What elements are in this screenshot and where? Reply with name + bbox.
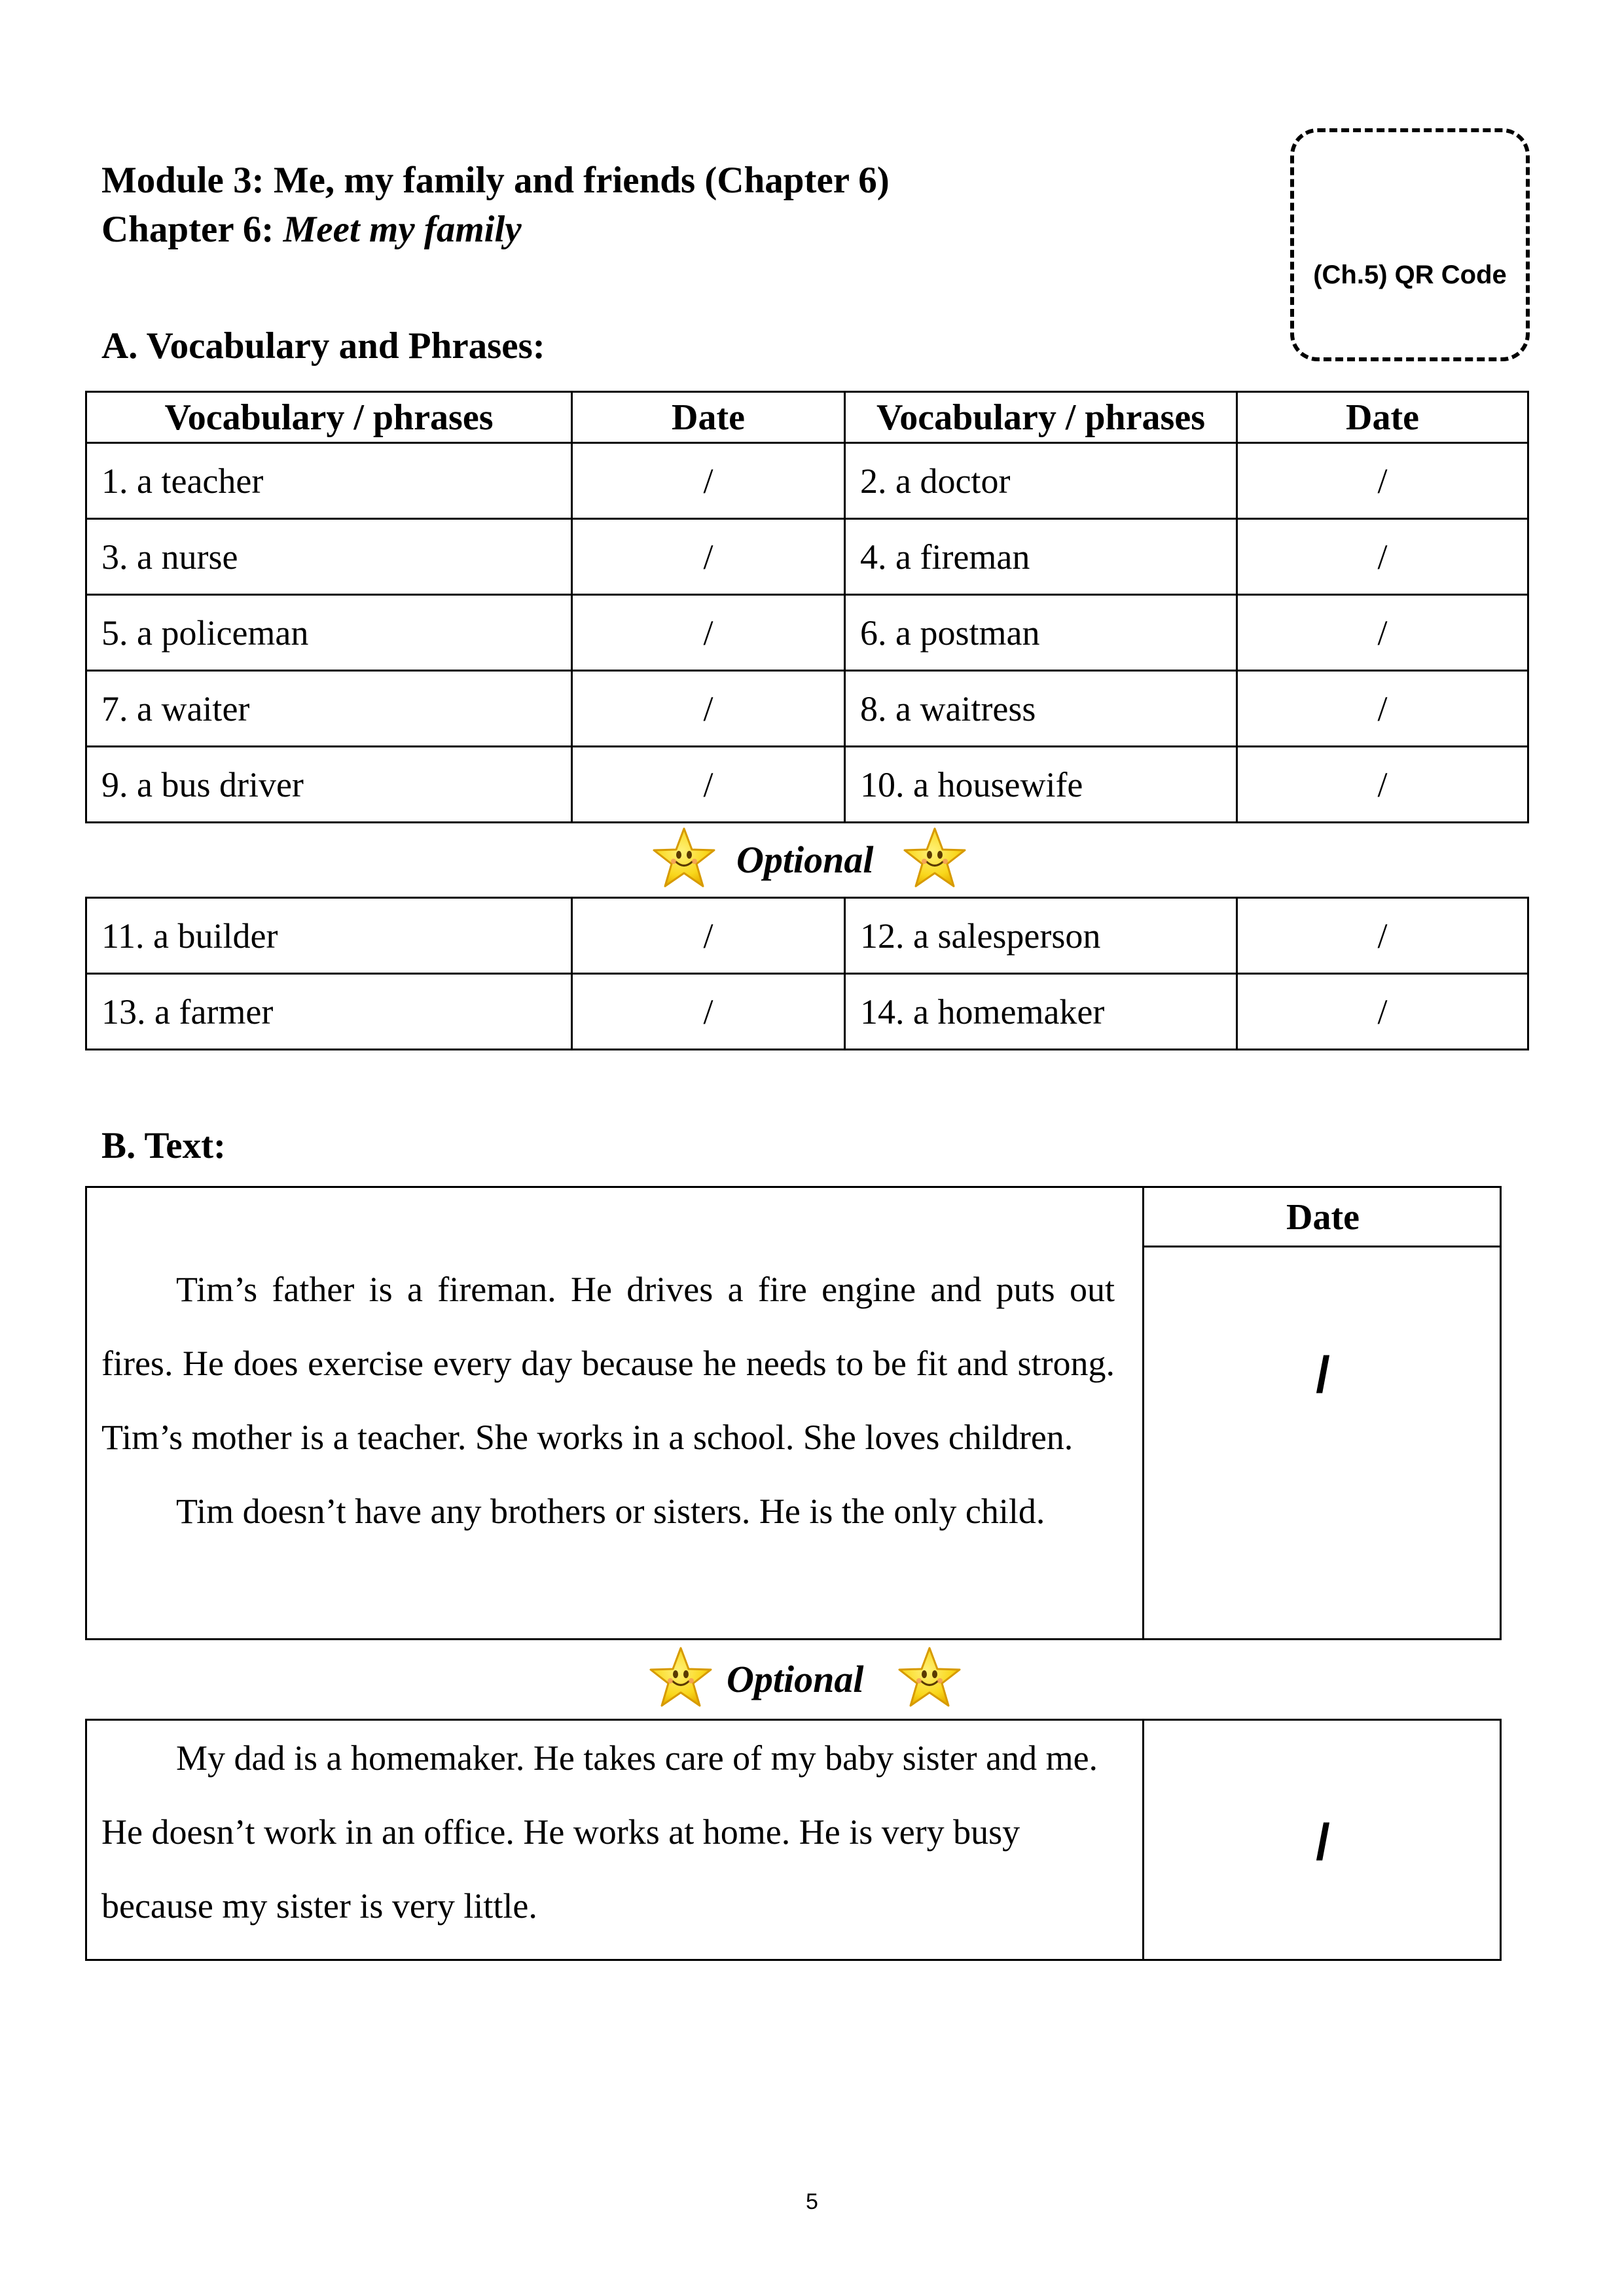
- date-cell[interactable]: /: [572, 747, 845, 823]
- date-cell[interactable]: /: [572, 519, 845, 595]
- optional-vocabulary-table: [85, 897, 1529, 1050]
- text-1-date-cell[interactable]: /: [1316, 1346, 1330, 1403]
- vocabulary-item: 2. a doctor: [845, 443, 1237, 519]
- vocabulary-item: 13. a farmer: [86, 974, 572, 1050]
- chapter-title: Meet my family: [283, 209, 522, 250]
- text-2-date-cell[interactable]: /: [1316, 1813, 1330, 1871]
- star-icon: [648, 1645, 713, 1711]
- vocabulary-item: 3. a nurse: [86, 519, 572, 595]
- vocabulary-item: 9. a bus driver: [86, 747, 572, 823]
- chapter-title-line: [101, 211, 522, 248]
- vocabulary-item: 7. a waiter: [86, 671, 572, 747]
- chapter-prefix: Chapter 6:: [101, 209, 274, 250]
- vocabulary-item: 8. a waitress: [845, 671, 1237, 747]
- column-divider: [1142, 1186, 1144, 1640]
- vocabulary-item: 10. a housewife: [845, 747, 1237, 823]
- date-cell[interactable]: /: [1237, 671, 1528, 747]
- table-row: [86, 898, 1528, 974]
- table-row: [86, 747, 1528, 823]
- date-cell[interactable]: /: [1237, 974, 1528, 1050]
- text-1-paragraph-1: Tim’s father is a fireman. He drives a fire engine and puts out fires. He does exercise every day because he needs to be fit and strong. Tim’s mother is a teacher. She works in a school. She loves children.: [101, 1270, 1115, 1457]
- qr-code-label: (Ch.5) QR Code: [1313, 260, 1507, 289]
- optional-label: Optional: [736, 838, 874, 881]
- date-cell[interactable]: /: [572, 595, 845, 671]
- column-header-vocabulary: Vocabulary / phrases: [845, 392, 1237, 443]
- date-cell[interactable]: /: [572, 443, 845, 519]
- optional-label: Optional: [727, 1658, 864, 1700]
- date-cell[interactable]: /: [572, 974, 845, 1050]
- vocabulary-table-header: [86, 392, 1528, 443]
- vocabulary-item: 5. a policeman: [86, 595, 572, 671]
- star-icon: [902, 826, 967, 891]
- date-cell[interactable]: /: [1237, 747, 1528, 823]
- text-2-box: [85, 1719, 1502, 1961]
- section-a-heading: A. Vocabulary and Phrases:: [101, 325, 545, 367]
- date-column-header: Date: [1286, 1197, 1360, 1238]
- date-cell[interactable]: /: [572, 898, 845, 974]
- date-cell[interactable]: /: [1237, 519, 1528, 595]
- vocabulary-item: 11. a builder: [86, 898, 572, 974]
- vocabulary-item: 4. a fireman: [845, 519, 1237, 595]
- table-row: [86, 974, 1528, 1050]
- text-1-paragraph-2: Tim doesn’t have any brothers or sisters. He is the only child.: [176, 1492, 1045, 1531]
- table-row: [86, 595, 1528, 671]
- date-cell[interactable]: /: [1237, 595, 1528, 671]
- date-cell[interactable]: /: [1237, 898, 1528, 974]
- table-row: [86, 443, 1528, 519]
- date-cell[interactable]: /: [572, 671, 845, 747]
- vocabulary-item: 12. a salesperson: [845, 898, 1237, 974]
- text-2-body: [101, 1721, 1115, 1943]
- column-header-date: Date: [1237, 392, 1528, 443]
- page-number: 5: [806, 2189, 818, 2214]
- column-header-date: Date: [572, 392, 845, 443]
- column-header-vocabulary: Vocabulary / phrases: [86, 392, 572, 443]
- text-2-paragraph-1: My dad is a homemaker. He takes care of my baby sister and me. He doesn’t work in an office. He works at home. He is very busy because my sister is very little.: [101, 1738, 1098, 1926]
- module-title: Module 3: Me, my family and friends (Chapter 6): [101, 160, 890, 201]
- section-b-heading: B. Text:: [101, 1125, 226, 1166]
- text-1-box: [85, 1186, 1502, 1640]
- text-1-body: [101, 1253, 1115, 1549]
- table-row: [86, 671, 1528, 747]
- vocabulary-item: 1. a teacher: [86, 443, 572, 519]
- table-row: [86, 519, 1528, 595]
- date-cell[interactable]: /: [1237, 443, 1528, 519]
- star-icon: [651, 826, 717, 891]
- vocabulary-item: 6. a postman: [845, 595, 1237, 671]
- star-icon: [897, 1645, 962, 1711]
- date-header-divider: [1142, 1246, 1502, 1247]
- qr-code-placeholder: [1290, 128, 1530, 361]
- vocabulary-table: [85, 391, 1529, 823]
- vocabulary-item: 14. a homemaker: [845, 974, 1237, 1050]
